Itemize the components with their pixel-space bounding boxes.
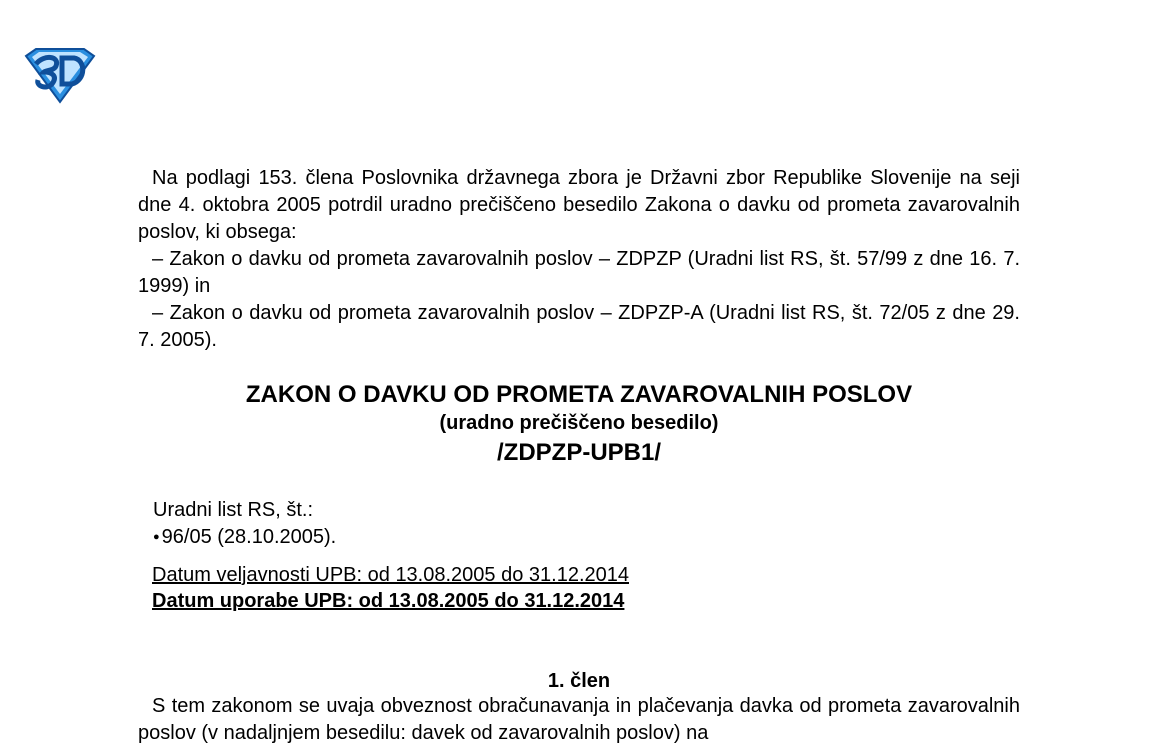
gazette-label: Uradni list RS, št.: — [153, 499, 314, 521]
bullet-icon: ● — [153, 531, 160, 543]
law-code: /ZDPZP-UPB1/ — [496, 439, 661, 466]
usage-date: Datum uporabe UPB: od 13.08.2005 do 31.12.2014 — [152, 590, 625, 612]
validity-date: Datum veljavnosti UPB: od 13.08.2005 do 31.12.2014 — [152, 564, 629, 586]
intro-list-item: – Zakon o davku od prometa zavarovalnih poslov – ZDPZP (Uradni list RS, št. 57/99 z dne 16. 7. 1999) in — [138, 248, 1020, 297]
gazette-list-item — [153, 524, 336, 550]
logo-icon — [22, 46, 96, 104]
intro-paragraph — [138, 165, 1020, 354]
law-subtitle: (uradno prečiščeno besedilo) — [439, 412, 719, 434]
article-text: S tem zakonom se uvaja obveznost obračunavanja in plačevanja davka od prometa zavarovalnih poslov (v nadaljnjem besedilu: davek od zavarovalnih poslov) na — [138, 695, 1020, 744]
law-title: ZAKON O DAVKU OD PROMETA ZAVAROVALNIH POSLOV — [245, 381, 913, 408]
article-paragraph — [138, 693, 1020, 747]
intro-text: Na podlagi 153. člena Poslovnika državnega zbora je Državni zbor Republike Slovenije na seji dne 4. oktobra 2005 potrdil uradno prečiščeno besedilo Zakona o davku od prometa zavarovalnih poslov, ki obsega: — [138, 167, 1020, 243]
intro-list-item: – Zakon o davku od prometa zavarovalnih poslov – ZDPZP-A (Uradni list RS, št. 72/05 z dne 29. 7. 2005). — [138, 302, 1020, 351]
article-heading: 1. člen — [547, 670, 611, 692]
gazette-reference: 96/05 (28.10.2005). — [161, 526, 337, 548]
